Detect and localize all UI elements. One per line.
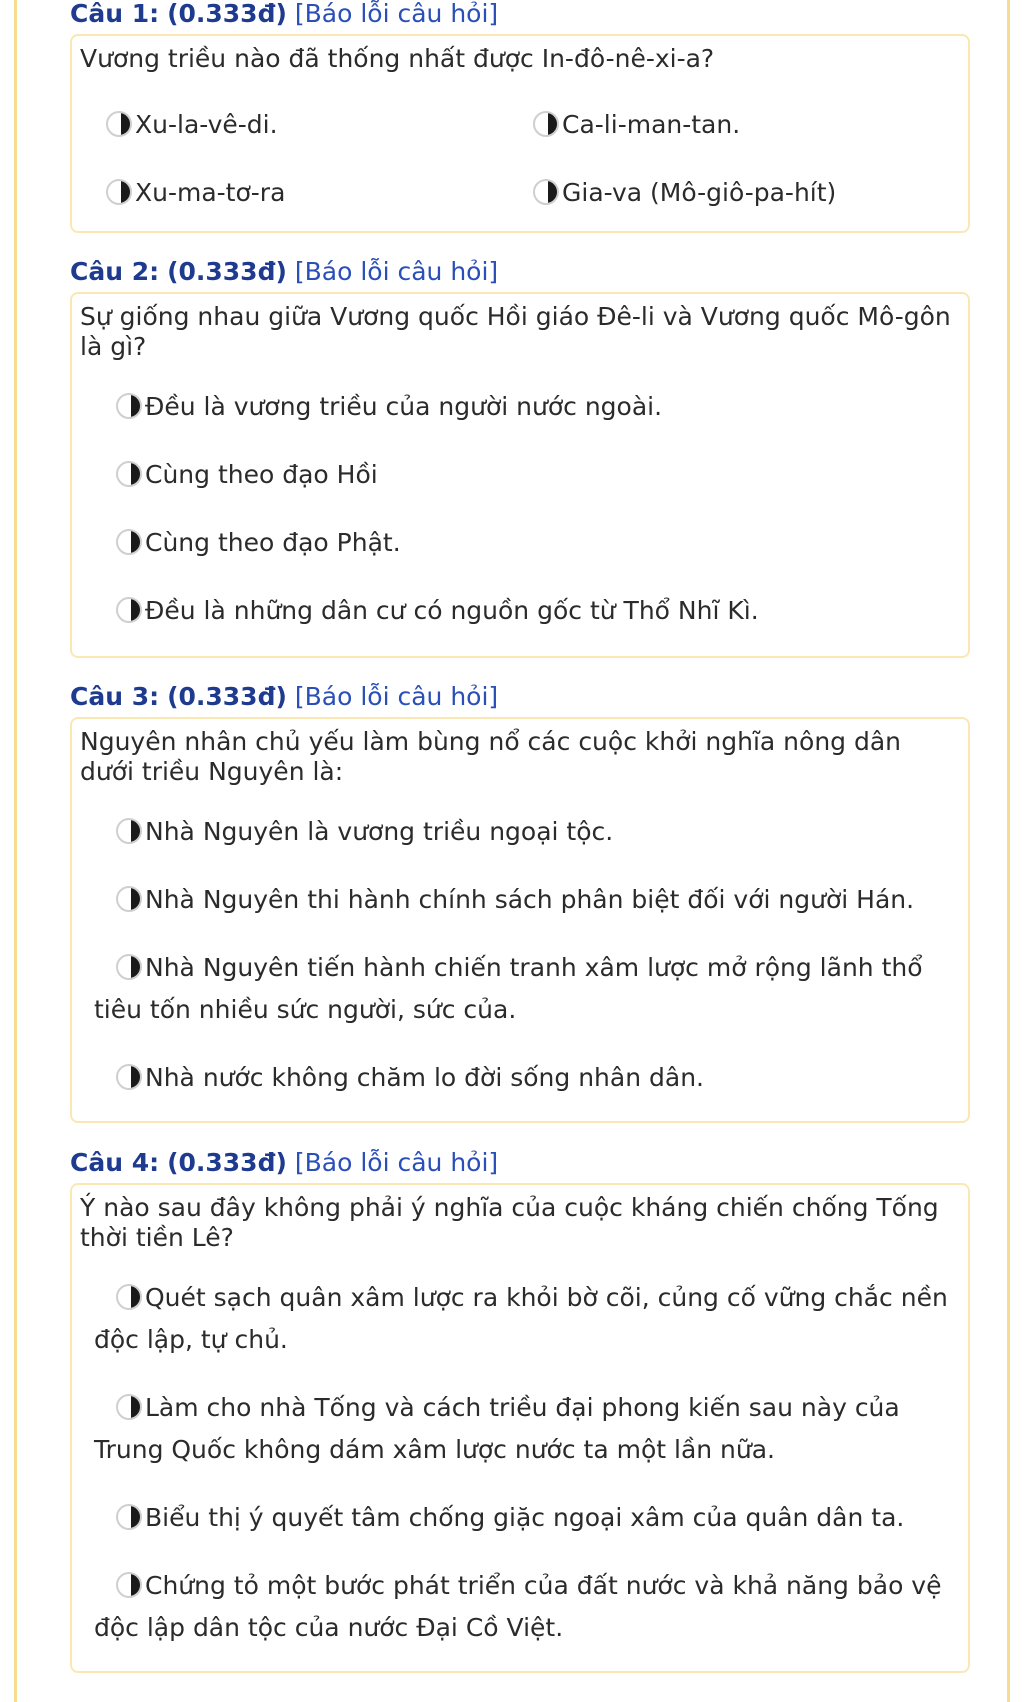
- report-question-link[interactable]: [Báo lỗi câu hỏi]: [294, 682, 499, 711]
- answer-option[interactable]: [94, 1387, 958, 1471]
- answer-label: Đều là vương triều của người nước ngoài.: [145, 392, 663, 421]
- question-header: [70, 1146, 970, 1180]
- question-points: (0.333đ): [167, 1148, 287, 1177]
- radio-button-icon[interactable]: [116, 818, 142, 844]
- answer-label: Đều là những dân cư có nguồn gốc từ Thổ Nhĩ Kì.: [145, 596, 759, 625]
- radio-button-icon[interactable]: [533, 111, 559, 137]
- radio-button-icon[interactable]: [116, 529, 142, 555]
- question-number: Câu 3:: [70, 682, 160, 711]
- question-4: [70, 1146, 970, 1673]
- question-header: [70, 680, 970, 714]
- answer-option[interactable]: [106, 104, 533, 146]
- question-box: [70, 34, 970, 233]
- answer-option[interactable]: [106, 172, 533, 214]
- question-1: [70, 0, 970, 233]
- question-header: [70, 0, 970, 31]
- radio-button-icon[interactable]: [116, 886, 142, 912]
- question-text: Nguyên nhân chủ yếu làm bùng nổ các cuộc khởi nghĩa nông dân dưới triều Nguyên là:: [80, 727, 902, 786]
- answer-label: Ca-li-man-tan.: [562, 110, 741, 139]
- answer-label: Xu-ma-tơ-ra: [135, 178, 286, 207]
- question-box: [70, 292, 970, 658]
- answer-label: Xu-la-vê-di.: [135, 110, 278, 139]
- answer-option[interactable]: [94, 1497, 958, 1539]
- radio-button-icon[interactable]: [116, 393, 142, 419]
- answer-label: Làm cho nhà Tống và cách triều đại phong kiến sau này của Trung Quốc không dám xâm lược nước ta một lần nữa.: [94, 1393, 900, 1464]
- question-number: Câu 4:: [70, 1148, 160, 1177]
- radio-button-icon[interactable]: [116, 1572, 142, 1598]
- question-text: Ý nào sau đây không phải ý nghĩa của cuộc kháng chiến chống Tống thời tiền Lê?: [80, 1193, 939, 1252]
- answer-option[interactable]: [94, 811, 958, 853]
- radio-button-icon[interactable]: [116, 461, 142, 487]
- answer-option[interactable]: [94, 1057, 958, 1099]
- question-points: (0.333đ): [167, 257, 287, 286]
- answer-options: [94, 386, 958, 632]
- answer-options: [94, 1277, 958, 1649]
- answer-label: Nhà nước không chăm lo đời sống nhân dân.: [145, 1063, 704, 1092]
- answer-label: Cùng theo đạo Phật.: [145, 528, 401, 557]
- page-border-left: [14, 0, 17, 1702]
- answer-label: Quét sạch quân xâm lược ra khỏi bờ cõi, củng cố vững chắc nền độc lập, tự chủ.: [94, 1283, 948, 1354]
- question-points: (0.333đ): [167, 0, 287, 28]
- answer-option[interactable]: [533, 172, 933, 214]
- answer-option[interactable]: [94, 590, 958, 632]
- radio-button-icon[interactable]: [116, 1284, 142, 1310]
- answer-label: Chứng tỏ một bước phát triển của đất nước và khả năng bảo vệ độc lập dân tộc của nước Đại Cồ Việt.: [94, 1571, 942, 1642]
- answer-label: Biểu thị ý quyết tâm chống giặc ngoại xâm của quân dân ta.: [145, 1503, 905, 1532]
- question-text: Sự giống nhau giữa Vương quốc Hồi giáo Đê-li và Vương quốc Mô-gôn là gì?: [80, 302, 951, 361]
- answer-option[interactable]: [94, 1277, 958, 1361]
- answer-label: Gia-va (Mô-giô-pa-hít): [562, 178, 837, 207]
- answer-label: Nhà Nguyên là vương triều ngoại tộc.: [145, 817, 614, 846]
- answer-option[interactable]: [94, 947, 958, 1031]
- radio-button-icon[interactable]: [106, 179, 132, 205]
- answer-option[interactable]: [94, 522, 958, 564]
- question-box: [70, 717, 970, 1123]
- report-question-link[interactable]: [Báo lỗi câu hỏi]: [294, 0, 499, 28]
- question-points: (0.333đ): [167, 682, 287, 711]
- answer-label: Cùng theo đạo Hồi: [145, 460, 378, 489]
- question-header: [70, 255, 970, 289]
- question-text: Vương triều nào đã thống nhất được In-đô-nê-xi-a?: [80, 44, 715, 73]
- radio-button-icon[interactable]: [116, 954, 142, 980]
- answer-option[interactable]: [533, 104, 933, 146]
- question-number: Câu 2:: [70, 257, 160, 286]
- radio-button-icon[interactable]: [116, 1394, 142, 1420]
- answer-option[interactable]: [94, 454, 958, 496]
- answer-label: Nhà Nguyên tiến hành chiến tranh xâm lược mở rộng lãnh thổ tiêu tốn nhiều sức người, sức của.: [94, 953, 923, 1024]
- radio-button-icon[interactable]: [116, 597, 142, 623]
- answer-option[interactable]: [94, 386, 958, 428]
- question-number: Câu 1:: [70, 0, 160, 28]
- answer-option[interactable]: [94, 879, 958, 921]
- radio-button-icon[interactable]: [116, 1064, 142, 1090]
- page-border-right: [1007, 0, 1010, 1702]
- question-box: [70, 1183, 970, 1673]
- answer-label: Nhà Nguyên thi hành chính sách phân biệt đối với người Hán.: [145, 885, 915, 914]
- radio-button-icon[interactable]: [106, 111, 132, 137]
- question-2: [70, 255, 970, 658]
- answer-options: [94, 811, 958, 1099]
- report-question-link[interactable]: [Báo lỗi câu hỏi]: [294, 1148, 499, 1177]
- radio-button-icon[interactable]: [116, 1504, 142, 1530]
- answer-option[interactable]: [94, 1565, 958, 1649]
- report-question-link[interactable]: [Báo lỗi câu hỏi]: [294, 257, 499, 286]
- answer-options: [106, 104, 958, 214]
- question-3: [70, 680, 970, 1123]
- radio-button-icon[interactable]: [533, 179, 559, 205]
